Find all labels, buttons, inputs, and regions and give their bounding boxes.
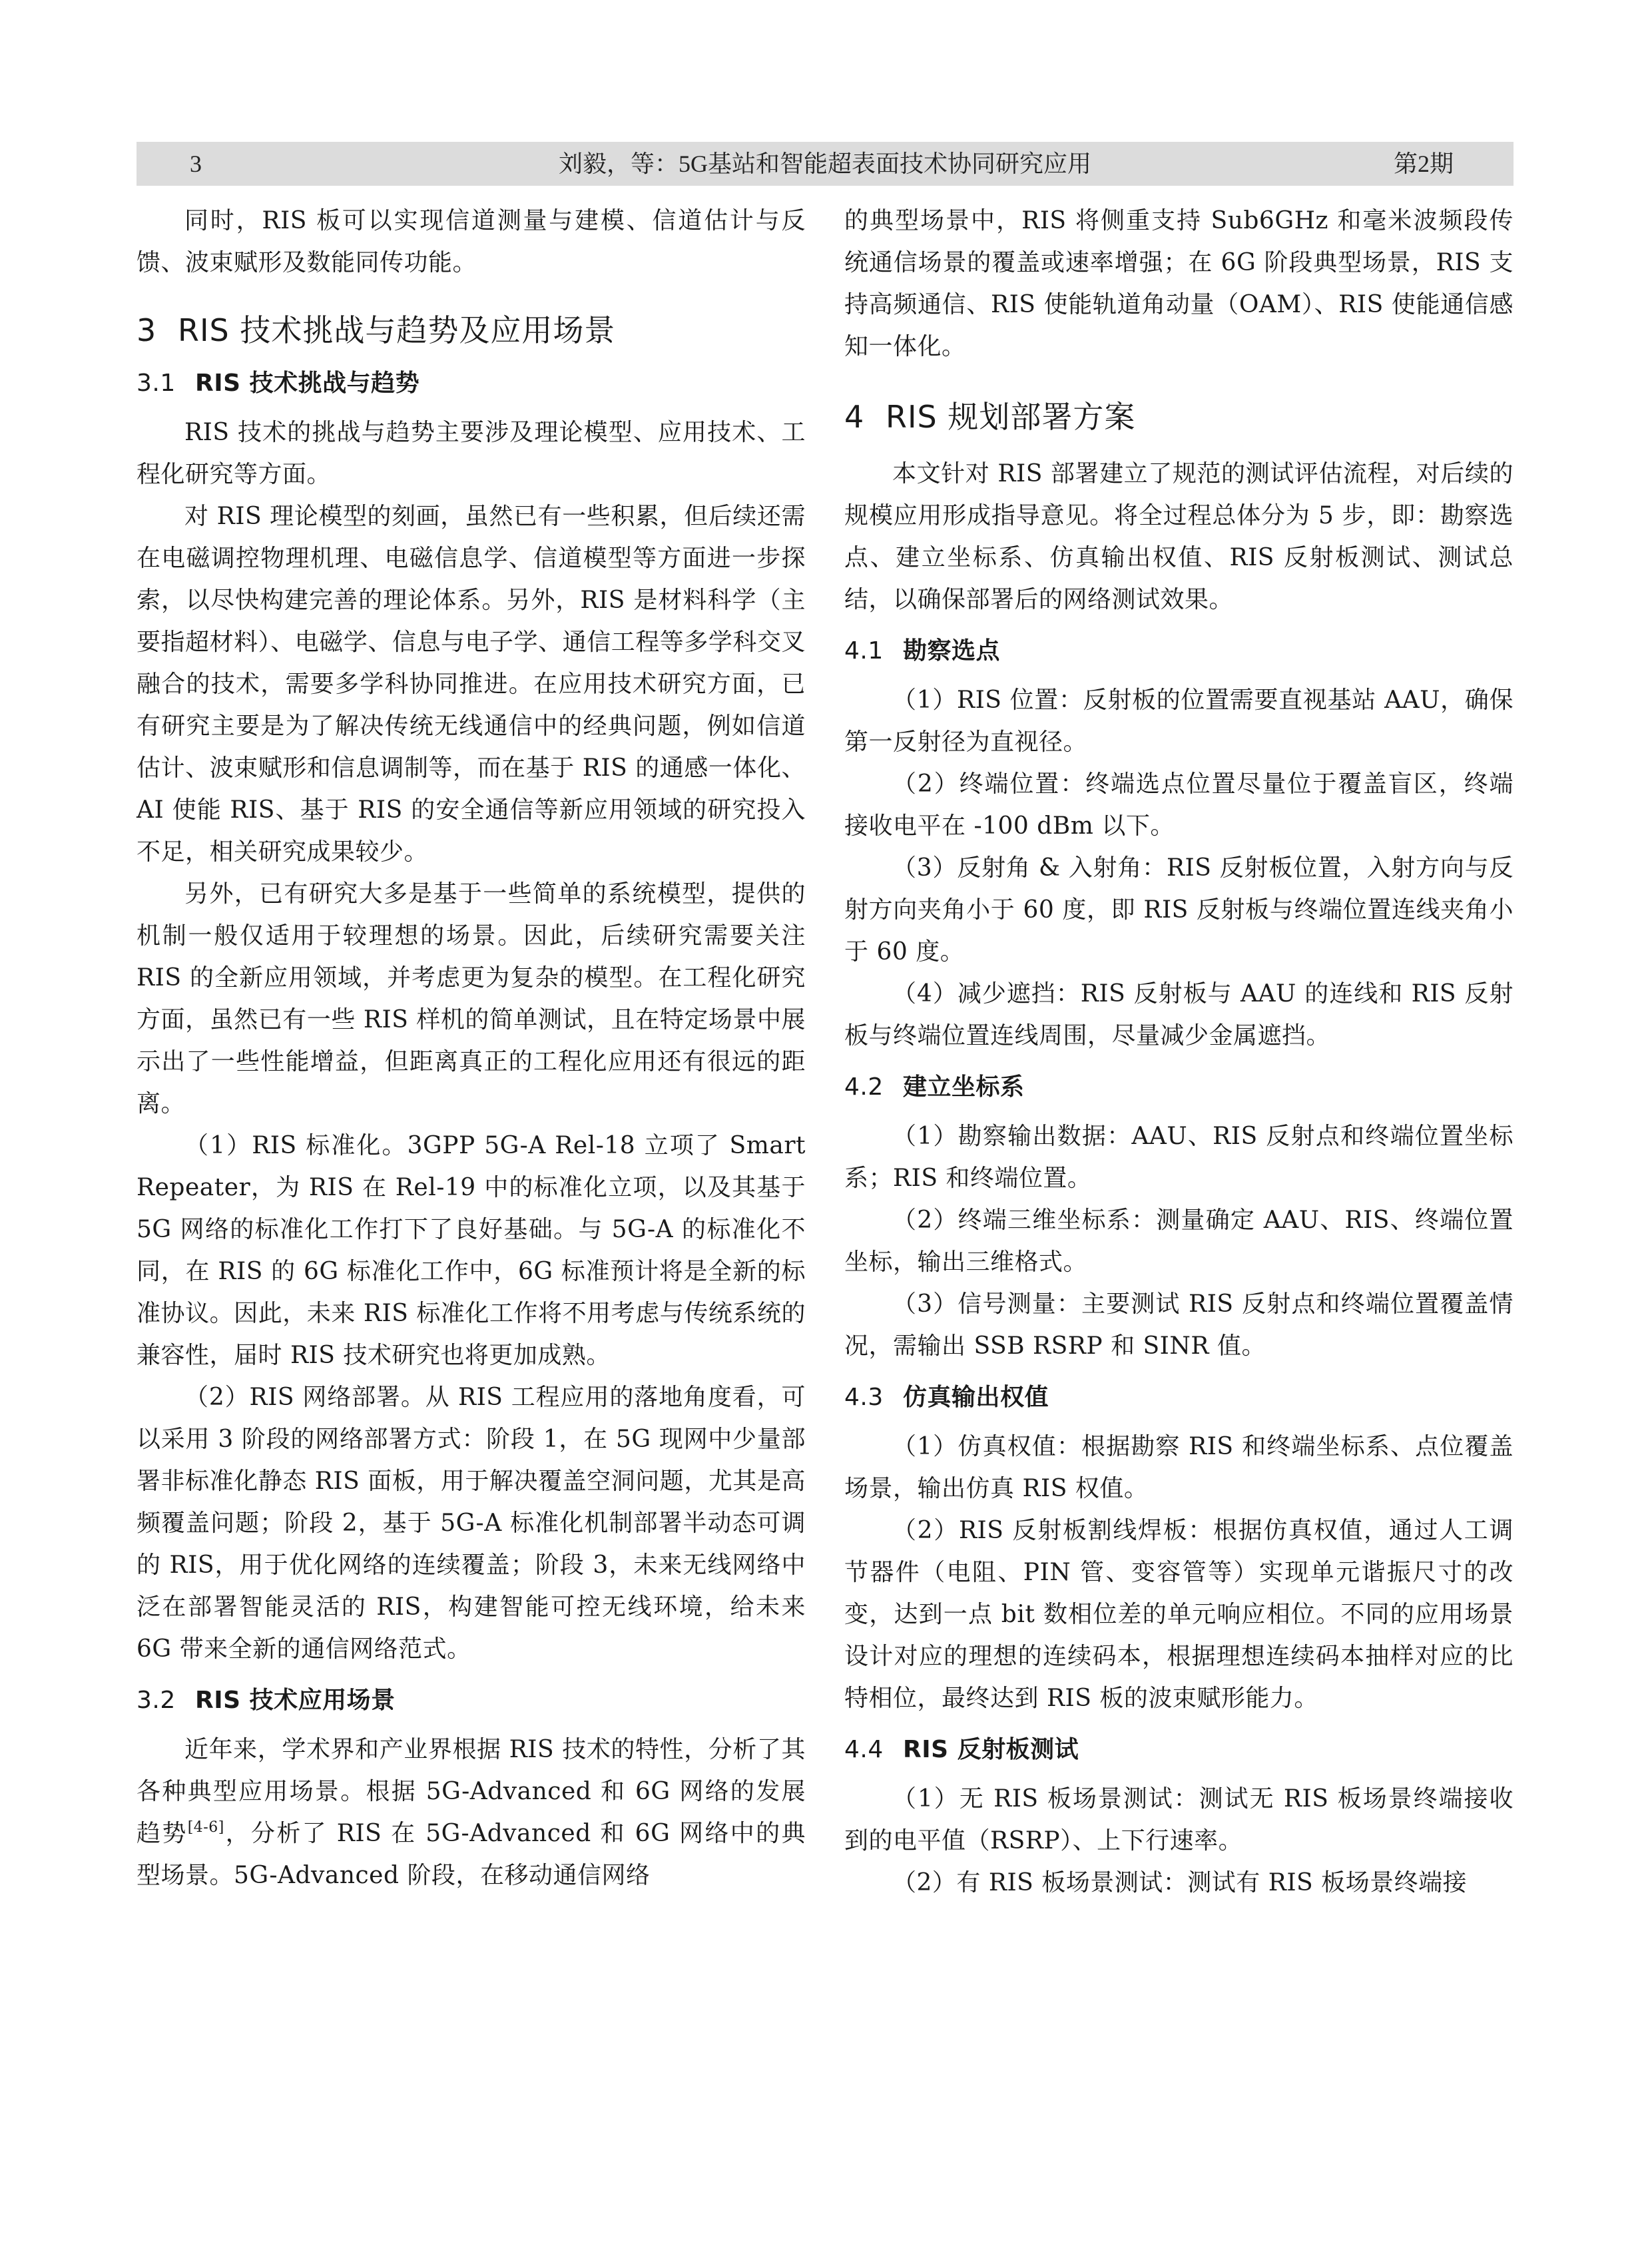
paragraph: 同时，RIS 板可以实现信道测量与建模、信道估计与反馈、波束赋形及数能同传功能。 bbox=[137, 207, 806, 276]
paragraph: （3）信号测量：主要测试 RIS 反射点和终端位置覆盖情况，需输出 SSB RSRP 和 SINR 值。 bbox=[844, 1290, 1514, 1360]
paragraph: （4）减少遮挡：RIS 反射板与 AAU 的连线和 RIS 反射板与终端位置连线周围，尽量减少金属遮挡。 bbox=[844, 980, 1514, 1049]
subsection-number: 4.1 bbox=[844, 637, 884, 665]
paragraph: （2）有 RIS 板场景测试：测试有 RIS 板场景终端接 bbox=[892, 1869, 1468, 1896]
section-number: 3 bbox=[137, 312, 157, 348]
subsection-heading-3-1 bbox=[137, 366, 806, 401]
paragraph: （2）终端三维坐标系：测量确定 AAU、RIS、终端位置坐标，输出三维格式。 bbox=[844, 1207, 1514, 1276]
paragraph: （2）RIS 网络部署。从 RIS 工程应用的落地角度看，可以采用 3 阶段的网络部署方式：阶段 1，在 5G 现网中少量部署非标准化静态 RIS 面板，用于解决覆盖空洞问题，尤其是高频覆盖问题；阶段 2，基于 5G-A 标准化机制部署半动态可调的 RIS，用于优化网络的连续覆盖；阶段 3，未来无线网络中泛在部署智能灵活的 RIS，构建智能可控无线环境，给未来 6G 带来全新的通信网络范式。 bbox=[137, 1384, 806, 1663]
section-number: 4 bbox=[844, 399, 865, 435]
paragraph: 本文针对 RIS 部署建立了规范的测试评估流程，对后续的规模应用形成指导意见。将全过程总体分为 5 步，即：勘察选点、建立坐标系、仿真输出权值、RIS 反射板测试、测试总结，以确保部署后的网络测试效果。 bbox=[844, 460, 1514, 613]
subsection-title: RIS 反射板测试 bbox=[903, 1736, 1079, 1763]
subsection-heading-4-2 bbox=[844, 1070, 1514, 1105]
paragraph: 的典型场景中，RIS 将侧重支持 Sub6GHz 和毫米波频段传统通信场景的覆盖或速率增强；在 6G 阶段典型场景，RIS 支持高频通信、RIS 使能轨道角动量（OAM）、RIS 使能通信感知一体化。 bbox=[844, 207, 1514, 360]
left-column bbox=[137, 200, 806, 1896]
subsection-title: RIS 技术挑战与趋势 bbox=[195, 370, 420, 397]
subsection-heading-4-4 bbox=[844, 1733, 1514, 1767]
right-column bbox=[844, 200, 1514, 1904]
section-title: RIS 技术挑战与趋势及应用场景 bbox=[178, 312, 616, 348]
paragraph: （1）无 RIS 板场景测试：测试无 RIS 板场景终端接收到的电平值（RSRP）、上下行速率。 bbox=[844, 1785, 1514, 1854]
running-title: 刘毅，等：5G基站和智能超表面技术协同研究应用 bbox=[559, 150, 1091, 177]
paragraph: （2）RIS 反射板割线焊板：根据仿真权值，通过人工调节器件（电阻、PIN 管、变容管等）实现单元谐振尺寸的改变，达到一点 bit 数相位差的单元响应相位。不同的应用场景设计对应的理想的连续码本，根据理想连续码本抽样对应的比特相位，最终达到 RIS 板的波束赋形能力。 bbox=[844, 1517, 1514, 1712]
subsection-title: 勘察选点 bbox=[903, 637, 1001, 665]
subsection-number: 4.4 bbox=[844, 1736, 884, 1763]
issue-number: 第2期 bbox=[1393, 150, 1454, 177]
subsection-number: 3.1 bbox=[137, 370, 176, 397]
page-number: 3 bbox=[190, 150, 202, 177]
paragraph: （2）终端位置：终端选点位置尽量位于覆盖盲区，终端接收电平在 -100 dBm 以下。 bbox=[844, 770, 1514, 840]
section-heading-4 bbox=[844, 397, 1514, 437]
citation-ref: [4-6] bbox=[187, 1819, 224, 1836]
subsection-title: 仿真输出权值 bbox=[903, 1384, 1049, 1411]
section-title: RIS 规划部署方案 bbox=[886, 399, 1136, 435]
subsection-number: 4.2 bbox=[844, 1073, 884, 1101]
paragraph: 另外，已有研究大多是基于一些简单的系统模型，提供的机制一般仅适用于较理想的场景。因此，后续研究需要关注 RIS 的全新应用领域，并考虑更为复杂的模型。在工程化研究方面，虽然已有一些 RIS 样机的简单测试，且在特定场景中展示出了一些性能增益，但距离真正的工程化应用还有很远的距离。 bbox=[137, 880, 806, 1117]
paragraph bbox=[137, 1729, 806, 1896]
paragraph-text: 近年来，学术界和产业界根据 RIS 技术的特性，分析了其各种典型应用场景。根据 5G-Advanced 和 6G 网络的发展趋势 bbox=[137, 1736, 806, 1847]
paragraph: （1）RIS 位置：反射板的位置需要直视基站 AAU，确保第一反射径为直视径。 bbox=[844, 687, 1514, 756]
section-heading-3 bbox=[137, 310, 806, 350]
subsection-number: 3.2 bbox=[137, 1687, 176, 1714]
paragraph-text: ，分析了 RIS 在 5G-Advanced 和 6G 网络中的典型场景。5G-Advanced 阶段，在移动通信网络 bbox=[137, 1820, 806, 1889]
subsection-heading-3-2 bbox=[137, 1683, 806, 1718]
subsection-heading-4-1 bbox=[844, 634, 1514, 669]
subsection-title: 建立坐标系 bbox=[903, 1073, 1025, 1101]
paragraph: （1）RIS 标准化。3GPP 5G-A Rel-18 立项了 Smart Repeater，为 RIS 在 Rel-19 中的标准化立项，以及其基于 5G 网络的标准化工作打下了良好基础。与 5G-A 的标准化不同，在 RIS 的 6G 标准化工作中，6G 标准预计将是全新的标准协议。因此，未来 RIS 标准化工作将不用考虑与传统系统的兼容性，届时 RIS 技术研究也将更加成熟。 bbox=[137, 1132, 806, 1369]
subsection-heading-4-3 bbox=[844, 1380, 1514, 1415]
paragraph: （3）反射角 & 入射角：RIS 反射板位置，入射方向与反射方向夹角小于 60 度，即 RIS 反射板与终端位置连线夹角小于 60 度。 bbox=[844, 854, 1514, 966]
running-header bbox=[137, 142, 1514, 186]
subsection-title: RIS 技术应用场景 bbox=[195, 1687, 396, 1714]
paragraph: RIS 技术的挑战与趋势主要涉及理论模型、应用技术、工程化研究等方面。 bbox=[137, 419, 806, 488]
paragraph: （1）勘察输出数据：AAU、RIS 反射点和终端位置坐标系；RIS 和终端位置。 bbox=[844, 1123, 1514, 1192]
subsection-number: 4.3 bbox=[844, 1384, 884, 1411]
paragraph: 对 RIS 理论模型的刻画，虽然已有一些积累，但后续还需在电磁调控物理机理、电磁信息学、信道模型等方面进一步探索，以尽快构建完善的理论体系。另外，RIS 是材料科学（主要指超材料）、电磁学、信息与电子学、通信工程等多学科交叉融合的技术，需要多学科协同推进。在应用技术研究方面，已有研究主要是为了解决传统无线通信中的经典问题，例如信道估计、波束赋形和信息调制等，而在基于 RIS 的通感一体化、AI 使能 RIS、基于 RIS 的安全通信等新应用领域的研究投入不足，相关研究成果较少。 bbox=[137, 503, 806, 866]
paragraph: （1）仿真权值：根据勘察 RIS 和终端坐标系、点位覆盖场景，输出仿真 RIS 权值。 bbox=[844, 1433, 1514, 1502]
